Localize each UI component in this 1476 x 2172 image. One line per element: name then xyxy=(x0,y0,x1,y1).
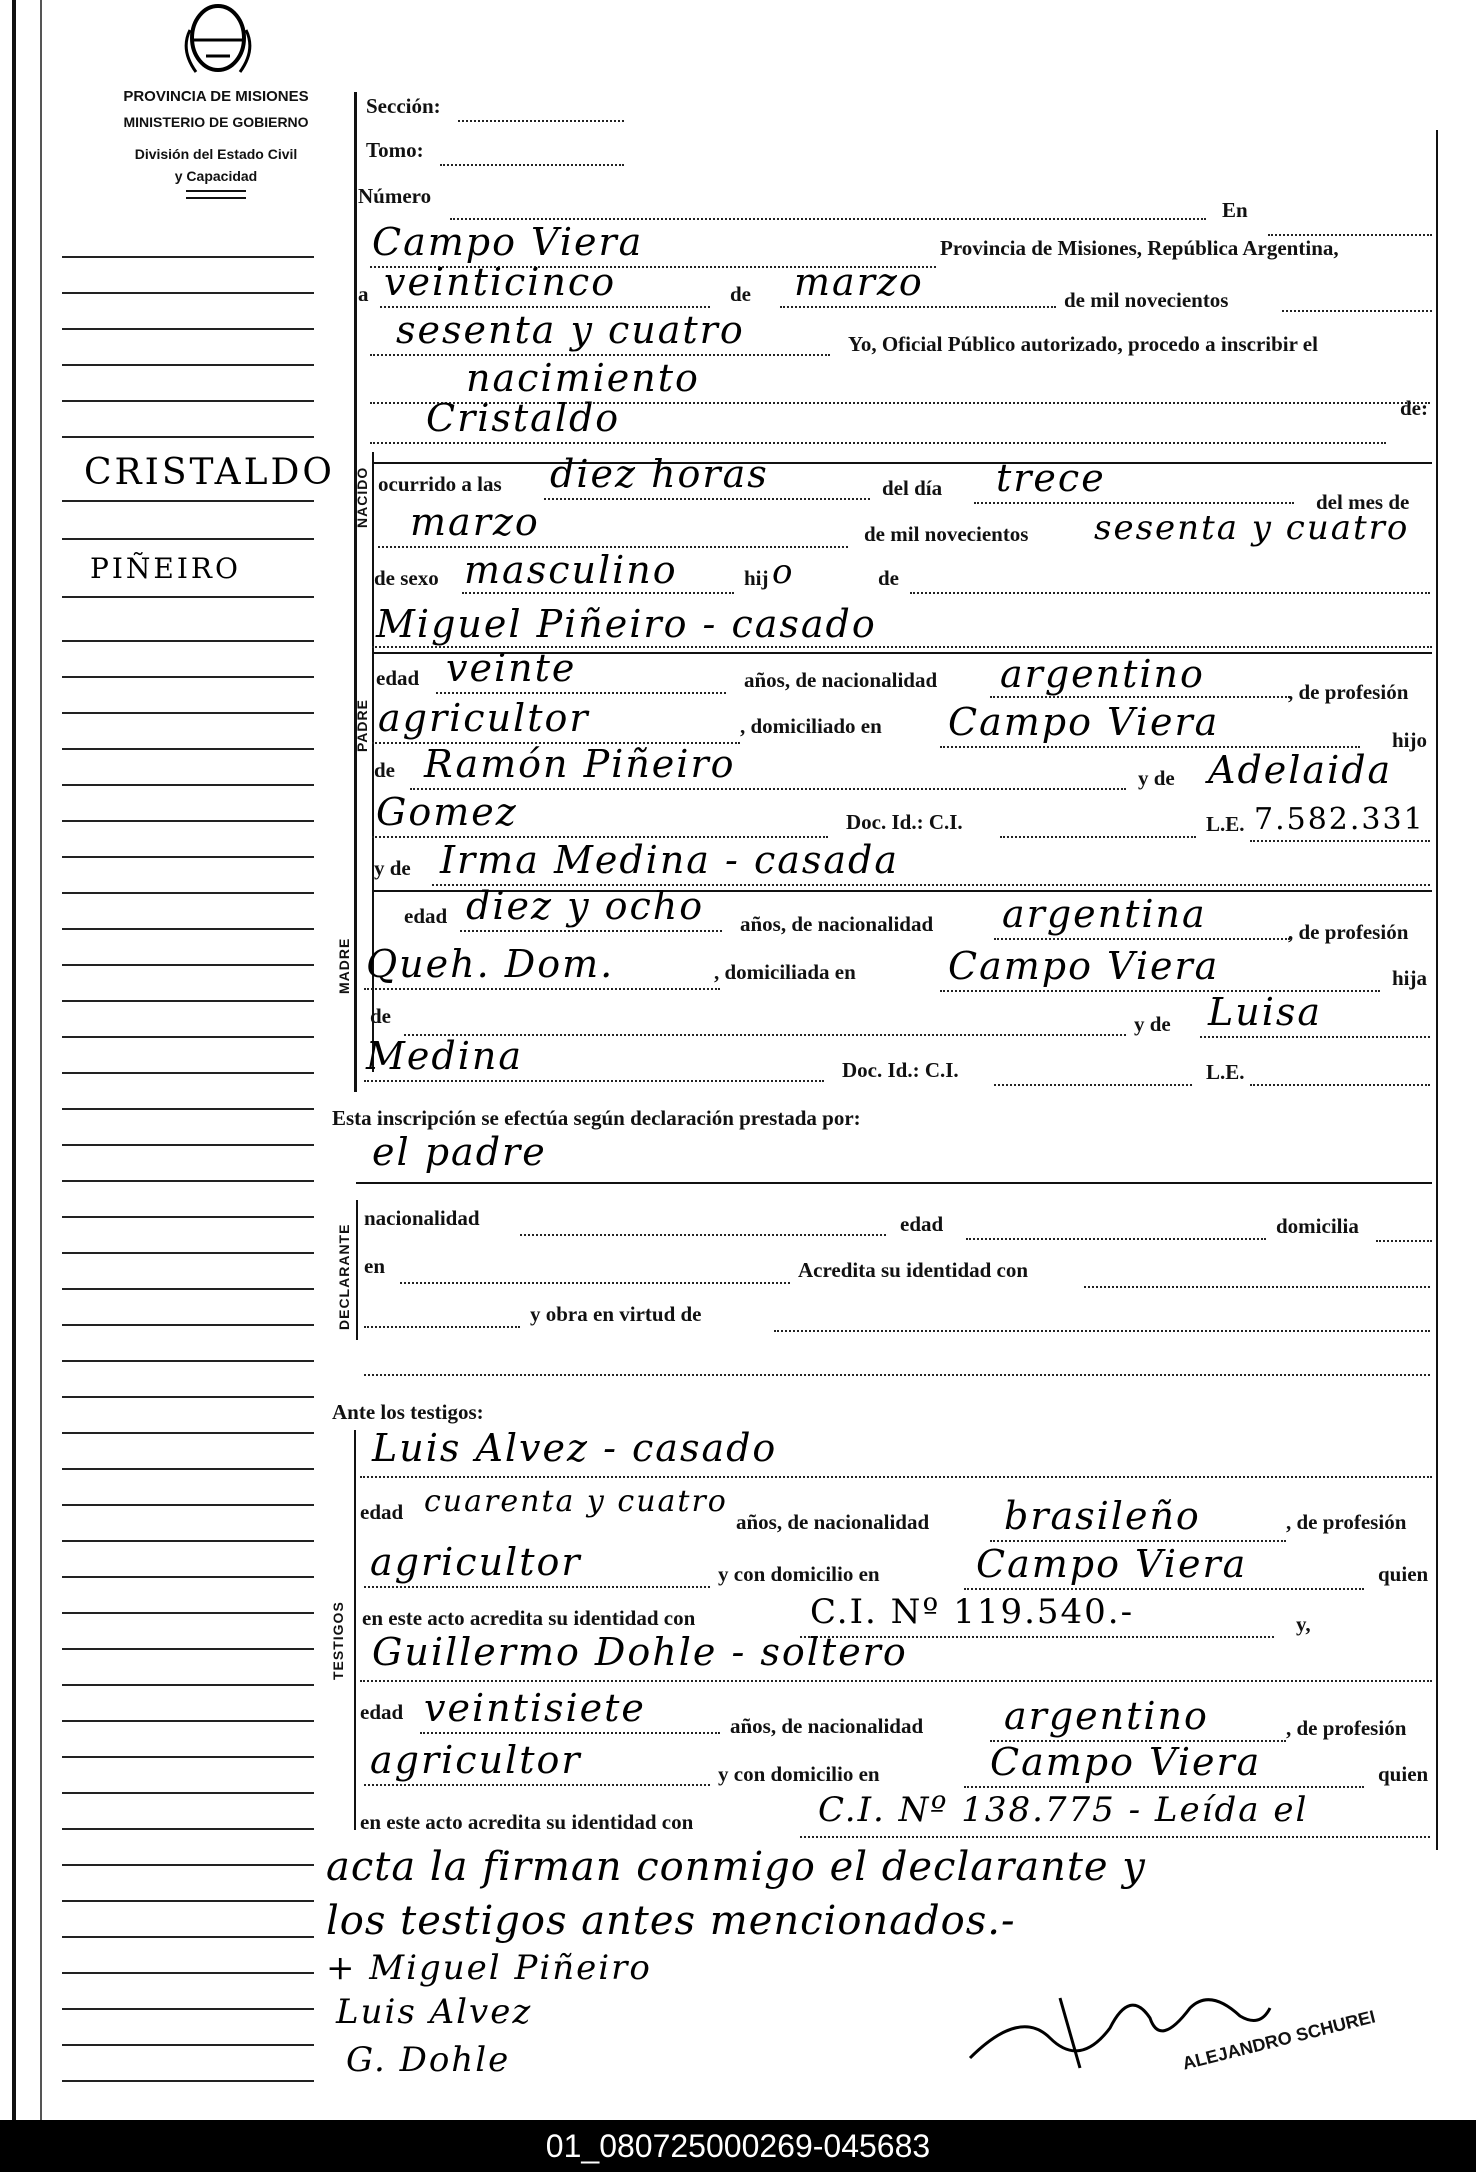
margin-line xyxy=(62,1288,314,1290)
abuela-m-line xyxy=(1200,1036,1430,1038)
dia-nac-line xyxy=(974,502,1294,504)
label-y-comma: y, xyxy=(1296,1612,1311,1636)
le-padre-line xyxy=(1250,840,1430,842)
hw-abuela-m2: Medina xyxy=(366,1034,524,1078)
hw-t1-ci: C.I. Nº 119.540.- xyxy=(810,1592,1135,1632)
hw-acto: nacimiento xyxy=(466,356,700,400)
header-division: División del Estado Civil xyxy=(134,146,298,162)
label-quien-t1: quien xyxy=(1378,1562,1429,1586)
ci-padre-line xyxy=(1000,836,1196,838)
margin-line xyxy=(62,1432,314,1434)
label-de-abuelo: de xyxy=(374,758,395,782)
label-profesion-t1: , de profesión xyxy=(1286,1510,1407,1534)
margin-line xyxy=(62,892,314,894)
official-stamp: ALEJANDRO SCHUREI xyxy=(1180,2006,1378,2074)
label-anos-nac-t2: años, de nacionalidad xyxy=(730,1714,924,1738)
padre-nac-line xyxy=(990,696,1290,698)
hw-padre-prof: agricultor xyxy=(378,696,590,740)
hw-t2-nac: argentino xyxy=(1004,1694,1209,1738)
section-label-madre: MADRE xyxy=(336,937,352,994)
margin-line xyxy=(62,1540,314,1542)
margin-line xyxy=(62,596,314,598)
margin-line xyxy=(62,2080,314,2082)
declarante-top-rule xyxy=(356,1182,1432,1184)
hw-abuelo-p: Ramón Piñeiro xyxy=(424,742,736,786)
testigo2-line xyxy=(360,1680,1432,1682)
margin-line xyxy=(62,1396,314,1398)
hw-sexo: masculino xyxy=(464,548,678,592)
margin-line xyxy=(62,748,314,750)
label-profesion-t2: , de profesión xyxy=(1286,1716,1407,1740)
margin-line xyxy=(62,1756,314,1758)
section-label-declarante: DECLARANTE xyxy=(336,1223,352,1330)
label-de-2: de xyxy=(878,566,899,590)
header-ministry: MINISTERIO DE GOBIERNO xyxy=(123,114,309,130)
hw-t1-dom: Campo Viera xyxy=(976,1542,1248,1586)
label-con-domicilio-t1: y con domicilio en xyxy=(718,1562,880,1586)
margin-line xyxy=(62,1504,314,1506)
hw-dia-nac: trece xyxy=(996,456,1106,500)
label-profesion-padre: , de profesión xyxy=(1288,680,1409,704)
padre-edad-line xyxy=(436,692,726,694)
label-con-domicilio-t2: y con domicilio en xyxy=(718,1762,880,1786)
binding-edge-inner xyxy=(40,0,42,2120)
hw-t1-edad: cuarenta y cuatro xyxy=(424,1484,728,1519)
signature-2: Luis Alvez xyxy=(336,1992,533,2032)
label-edad-declarante: edad xyxy=(900,1212,944,1236)
hw-t2-dom: Campo Viera xyxy=(990,1740,1262,1784)
label-domiciliado: , domiciliado en xyxy=(740,714,882,738)
margin-line xyxy=(62,1972,314,1974)
hora-line xyxy=(544,498,870,500)
hw-madre-nombre: Irma Medina - casada xyxy=(440,838,900,882)
hw-dia-letra: veinticinco xyxy=(384,260,617,304)
hw-padre-dom: Campo Viera xyxy=(948,700,1220,744)
label-en-declarante: en xyxy=(364,1254,385,1278)
madre-prof-line xyxy=(364,988,720,990)
le-madre-line xyxy=(1250,1084,1430,1086)
margin-line xyxy=(62,400,314,402)
nombre-line xyxy=(370,442,1386,444)
hw-cierre-1: acta la firman conmigo el declarante y xyxy=(326,1844,1146,1890)
margin-line xyxy=(62,436,314,438)
label-declaracion: Esta inscripción se efectúa según declaración prestada por: xyxy=(332,1106,861,1130)
acredita-line xyxy=(1084,1286,1430,1288)
hw-abuela-p2: Gomez xyxy=(376,790,518,834)
t2-edad-line xyxy=(420,1732,720,1734)
margin-line xyxy=(62,1180,314,1182)
hw-nombre: Cristaldo xyxy=(426,396,621,440)
hw-madre-dom: Campo Viera xyxy=(948,944,1220,988)
label-tomo: Tomo: xyxy=(366,138,424,162)
margin-line xyxy=(62,1828,314,1830)
margin-line xyxy=(62,1324,314,1326)
hw-padre-edad: veinte xyxy=(446,646,577,690)
hw-abuela-m: Luisa xyxy=(1208,990,1323,1034)
t2-ci-line xyxy=(800,1836,1430,1838)
label-anos-nac-madre: años, de nacionalidad xyxy=(740,912,934,936)
margin-line xyxy=(62,1108,314,1110)
label-yo-oficial: Yo, Oficial Público autorizado, procedo a inscribir el xyxy=(848,332,1318,356)
label-en: En xyxy=(1222,198,1248,222)
testigos-divider xyxy=(354,1430,356,1830)
margin-line xyxy=(62,784,314,786)
hw-madre-prof: Queh. Dom. xyxy=(366,942,615,986)
margin-line xyxy=(62,1792,314,1794)
label-obra: y obra en virtud de xyxy=(530,1302,702,1326)
coat-of-arms-icon xyxy=(176,0,260,82)
margin-line xyxy=(62,256,314,258)
nacionalidad-line xyxy=(520,1234,886,1236)
margin-line xyxy=(62,1144,314,1146)
margin-surname-1: CRISTALDO xyxy=(84,452,335,493)
hw-testigo2: Guillermo Dohle - soltero xyxy=(372,1630,908,1674)
hw-lugar: Campo Viera xyxy=(372,220,644,264)
margin-line xyxy=(62,640,314,642)
margin-line xyxy=(62,1252,314,1254)
margin-line xyxy=(62,964,314,966)
label-doc-id-madre: Doc. Id.: C.I. xyxy=(842,1058,959,1082)
margin-line xyxy=(62,928,314,930)
label-hij: hij xyxy=(744,566,769,590)
margin-line xyxy=(62,820,314,822)
hw-padre-nombre: Miguel Piñeiro - casado xyxy=(376,602,877,646)
margin-line xyxy=(62,2008,314,2010)
margin-line xyxy=(62,1936,314,1938)
label-seccion: Sección: xyxy=(366,94,441,118)
en-declarante-line xyxy=(400,1282,790,1284)
margin-line xyxy=(62,364,314,366)
label-domiciliada: , domiciliada en xyxy=(714,960,856,984)
label-edad-t2: edad xyxy=(360,1700,404,1724)
sexo-line xyxy=(462,592,734,594)
label-edad-padre: edad xyxy=(376,666,420,690)
tomo-line xyxy=(440,164,624,166)
t1-prof-line xyxy=(364,1586,710,1588)
hw-mes-letra: marzo xyxy=(794,260,924,304)
margin-line xyxy=(62,1000,314,1002)
label-de-mil: de mil novecientos xyxy=(1064,288,1229,312)
label-de-abuelo-m: de xyxy=(370,1004,391,1028)
margin-line xyxy=(62,2044,314,2046)
nacido-top-rule xyxy=(372,462,1432,464)
hw-anio-nac: sesenta y cuatro xyxy=(1094,508,1410,548)
label-hija: hija xyxy=(1392,966,1428,990)
label-provincia: Provincia de Misiones, República Argentina, xyxy=(940,236,1339,260)
abuela-m2-line xyxy=(364,1080,824,1082)
label-a: a xyxy=(358,282,369,306)
margin-line xyxy=(62,856,314,858)
label-del-dia: del día xyxy=(882,476,943,500)
label-doc-id-padre: Doc. Id.: C.I. xyxy=(846,810,963,834)
hw-mes-nac: marzo xyxy=(410,500,540,544)
label-de-mil-2: de mil novecientos xyxy=(864,522,1029,546)
hw-testigo1: Luis Alvez - casado xyxy=(372,1426,778,1470)
label-le-madre: L.E. xyxy=(1206,1060,1245,1084)
binding-edge xyxy=(12,0,16,2120)
margin-line xyxy=(62,1612,314,1614)
margin-line xyxy=(62,676,314,678)
hw-cierre-2: los testigos antes mencionados.- xyxy=(326,1898,1016,1944)
hw-t1-nac: brasileño xyxy=(1004,1494,1201,1538)
label-en-este-t1: en este acto acredita su identidad con xyxy=(362,1606,696,1630)
label-anos-nac-padre: años, de nacionalidad xyxy=(744,668,938,692)
signature-3: G. Dohle xyxy=(346,2040,511,2080)
madre-nac-line xyxy=(994,938,1290,940)
hw-declarante: el padre xyxy=(372,1130,547,1174)
hw-hij-o: o xyxy=(772,552,795,592)
label-hijo: hijo xyxy=(1392,728,1428,752)
margin-line xyxy=(62,328,314,330)
edad-declarante-line xyxy=(966,1238,1266,1240)
margin-line xyxy=(62,1072,314,1074)
obra-line xyxy=(774,1330,1430,1332)
hw-madre-edad: diez y ocho xyxy=(466,884,705,928)
label-edad-madre: edad xyxy=(404,904,448,928)
margin-surname-2: PIÑEIRO xyxy=(90,552,241,585)
label-anos-nac-t1: años, de nacionalidad xyxy=(736,1510,930,1534)
margin-line xyxy=(62,292,314,294)
hw-abuela-p: Adelaida xyxy=(1208,748,1393,792)
document-id-footer: 01_080725000269-045683 xyxy=(0,2120,1476,2172)
hw-t2-prof: agricultor xyxy=(370,1738,582,1782)
margin-line xyxy=(62,1036,314,1038)
hw-madre-nac: argentina xyxy=(1002,892,1207,936)
label-le-padre: L.E. xyxy=(1206,812,1245,836)
ci-madre-line xyxy=(994,1084,1192,1086)
hw-hora: diez horas xyxy=(550,452,769,496)
label-domicilia: domicilia xyxy=(1276,1214,1359,1238)
signature-1: + Miguel Piñeiro xyxy=(326,1948,652,1988)
t2-prof-line xyxy=(364,1784,710,1786)
header-underline-2 xyxy=(186,197,246,199)
margin-line xyxy=(62,1720,314,1722)
margin-line xyxy=(62,1576,314,1578)
mes-line xyxy=(780,306,1056,308)
margin-line xyxy=(62,1684,314,1686)
de2-line xyxy=(910,592,1430,594)
madre-edad-line xyxy=(460,930,722,932)
label-edad-t1: edad xyxy=(360,1500,404,1524)
main-left-border xyxy=(354,92,357,1092)
section-label-testigos: TESTIGOS xyxy=(330,1601,346,1680)
label-y-de-abuela: y de xyxy=(1138,766,1175,790)
margin-line xyxy=(62,1360,314,1362)
header-province: PROVINCIA DE MISIONES xyxy=(123,88,309,105)
label-nacionalidad: nacionalidad xyxy=(364,1206,480,1230)
seccion-line xyxy=(458,120,624,122)
label-acredita: Acredita su identidad con xyxy=(798,1258,1029,1282)
margin-line xyxy=(62,500,314,502)
margin-line xyxy=(62,1648,314,1650)
label-numero: Número xyxy=(358,184,432,208)
margin-line xyxy=(62,1864,314,1866)
label-y-de-madre: y de xyxy=(374,856,411,880)
t2-dom-line xyxy=(964,1786,1364,1788)
header-capacity: y Capacidad xyxy=(174,168,258,184)
obra-pre-line xyxy=(364,1326,520,1328)
testigo1-line xyxy=(360,1476,1432,1478)
t1-dom-line xyxy=(964,1588,1364,1590)
anio-tail xyxy=(1282,310,1432,312)
label-de-colon: de: xyxy=(1400,396,1428,420)
declarante-blank-line xyxy=(364,1374,1430,1376)
hw-t2-edad: veintisiete xyxy=(424,1686,646,1730)
label-de-sexo: de sexo xyxy=(374,566,439,590)
label-quien-t2: quien xyxy=(1378,1762,1429,1786)
hw-padre-le: 7.582.331 xyxy=(1254,802,1425,837)
hw-anio-letra: sesenta y cuatro xyxy=(396,308,745,352)
label-en-este-t2: en este acto acredita su identidad con xyxy=(360,1810,694,1834)
main-right-border xyxy=(1436,130,1438,1850)
declarante-divider xyxy=(356,1200,358,1340)
margin-line xyxy=(62,538,314,540)
margin-line xyxy=(62,1216,314,1218)
label-ante: Ante los testigos: xyxy=(332,1400,484,1424)
header-underline xyxy=(186,190,246,192)
hw-padre-nac: argentino xyxy=(1000,652,1205,696)
label-profesion-madre: , de profesión xyxy=(1288,920,1409,944)
section-label-nacido: NACIDO xyxy=(354,466,370,528)
hw-t1-prof: agricultor xyxy=(370,1540,582,1584)
section-label-padre: PADRE xyxy=(354,699,370,752)
hw-t2-ci: C.I. Nº 138.775 - Leída el xyxy=(818,1790,1309,1830)
label-ocurrido: ocurrido a las xyxy=(378,472,502,496)
domicilia-line xyxy=(1376,1240,1432,1242)
label-y-de-abuela-m: y de xyxy=(1134,1012,1171,1036)
label-de: de xyxy=(730,282,751,306)
margin-line xyxy=(62,1900,314,1902)
margin-line xyxy=(62,712,314,714)
margin-line xyxy=(62,1468,314,1470)
label-del-mes: del mes de xyxy=(1316,490,1410,514)
